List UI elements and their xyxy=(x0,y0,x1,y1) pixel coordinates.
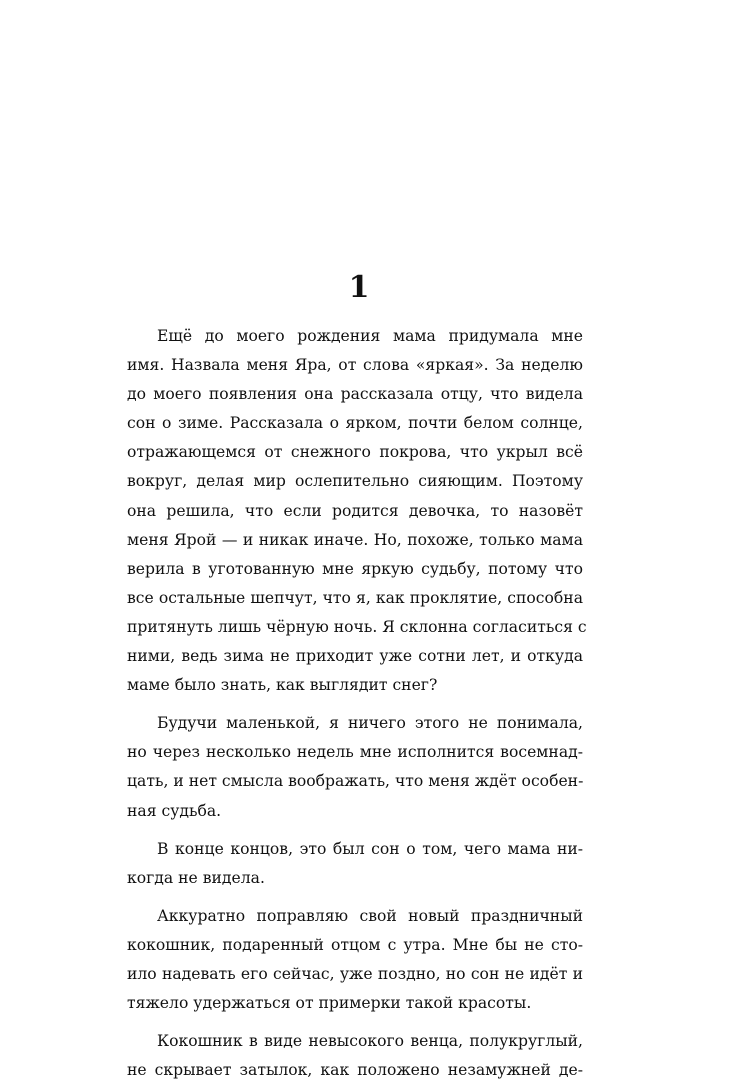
text-line: Ещё до моего рождения мама придумала мне xyxy=(157,327,583,345)
text-line: меня Ярой — и никак иначе. Но, похоже, только мама xyxy=(127,530,583,549)
paragraph-gap xyxy=(127,826,583,835)
paragraph-5 xyxy=(127,1027,583,1085)
text-line: не скрывает затылок, как положено незамужней де- xyxy=(127,1061,583,1080)
text-line: Кокошник в виде невысокого венца, полукруглый, xyxy=(157,1032,583,1051)
text-line: ними, ведь зима не приходит уже сотни лет, и откуда xyxy=(127,647,583,666)
text-line: но через несколько недель мне исполнится восемнад- xyxy=(127,743,583,762)
text-line: отражающемся от снежного покрова, что укрыл всё xyxy=(127,443,583,462)
text-line: маме было знать, как выглядит снег? xyxy=(127,676,438,695)
text-line: тяжело удержаться от примерки такой красоты. xyxy=(127,994,532,1013)
text-line: Будучи маленькой, я ничего этого не понимала, xyxy=(157,714,583,733)
text-line: все остальные шепчут, что я, как проклятие, способна xyxy=(127,588,583,607)
text-line: вокруг, делая мир ослепительно сияющим. Поэтому xyxy=(127,472,583,491)
paragraph-gap xyxy=(127,700,583,709)
text-line: цать, и нет смысла воображать, что меня ждёт особен- xyxy=(127,772,584,791)
text-line: верила в уготованную мне яркую судьбу, потому что xyxy=(127,559,583,578)
paragraph-gap xyxy=(127,893,583,902)
paragraph-1 xyxy=(127,322,587,700)
text-line: В конце концов, это был сон о том, чего мама ни- xyxy=(157,839,583,858)
text-line: ило надевать его сейчас, уже поздно, но сон не идёт и xyxy=(127,964,583,983)
text-line: до моего появления она рассказала отцу, что видела xyxy=(127,385,583,404)
text-line: ная судьба. xyxy=(127,801,222,820)
text-line: кокошник, подаренный отцом с утра. Мне бы не сто- xyxy=(127,935,583,954)
text-line: притянуть лишь чёрную ночь. Я склонна согласиться с xyxy=(127,617,587,636)
text-line: Аккуратно поправляю свой новый праздничный xyxy=(157,906,583,925)
chapter-number: 1 xyxy=(348,270,370,305)
text-line: когда не видела. xyxy=(127,868,265,887)
paragraph-3 xyxy=(127,835,583,893)
text-line: имя. Назвала меня Яра, от слова «яркая». За неделю xyxy=(127,356,583,375)
paragraph-2 xyxy=(127,709,583,825)
text-line: сон о зиме. Рассказала о ярком, почти белом солнце, xyxy=(127,414,583,433)
text-line: она решила, что если родится девочка, то назовёт xyxy=(127,501,583,520)
chapter-text xyxy=(127,322,587,1085)
paragraph-gap xyxy=(127,1018,583,1027)
paragraph-4 xyxy=(127,902,583,1018)
